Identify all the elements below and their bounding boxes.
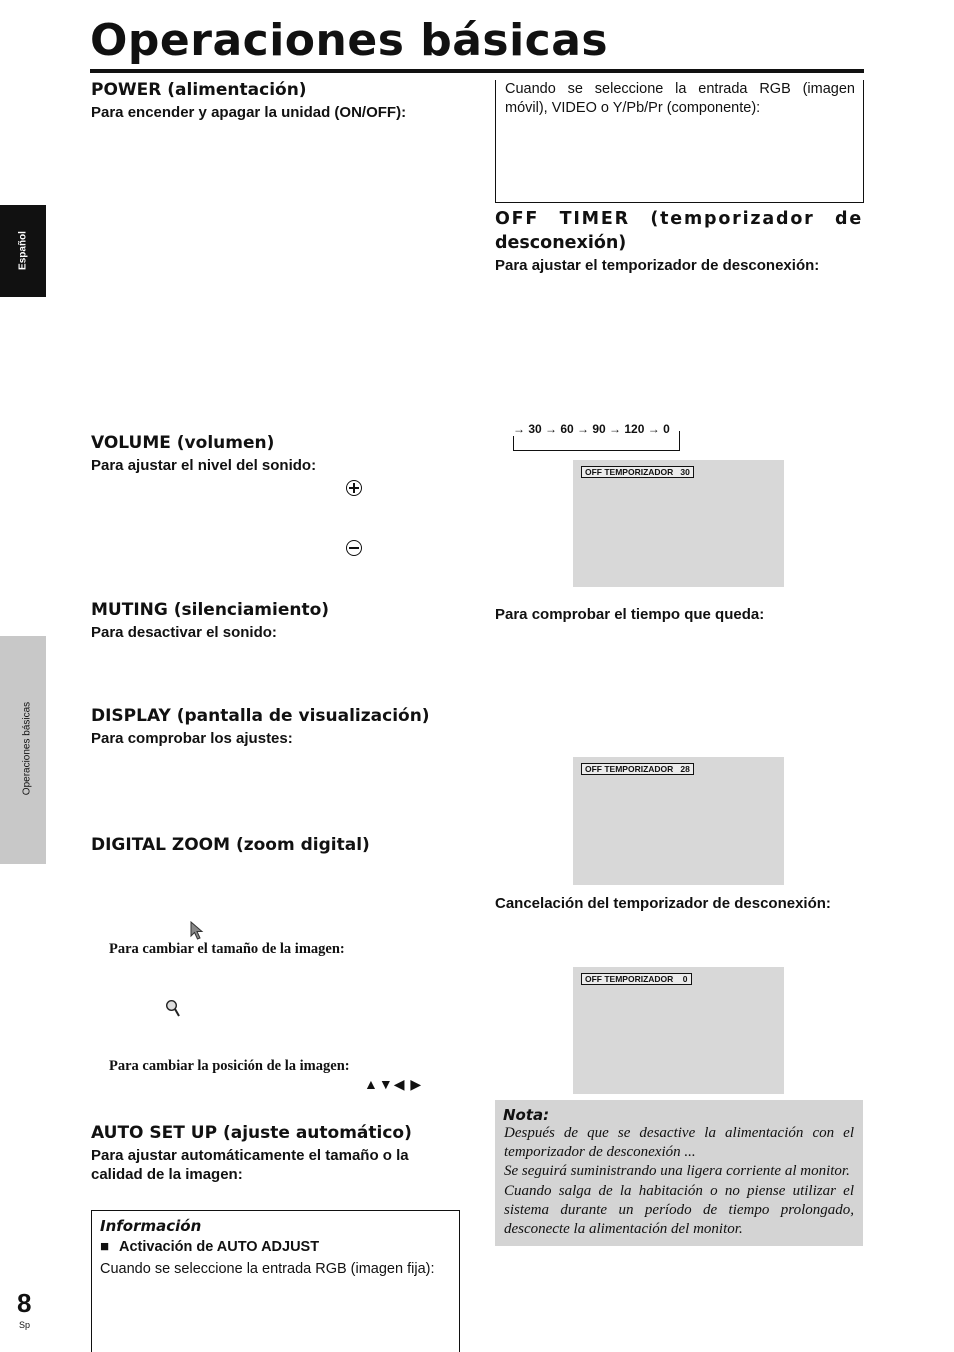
pointer-icon: [190, 921, 204, 941]
language-tab: [0, 205, 46, 297]
display-sub: Para comprobar los ajustes:: [91, 730, 293, 747]
section-tab: [0, 636, 46, 864]
osd-value-1: 30: [680, 467, 690, 477]
zoom-size-label: Para cambiar el tamaño de la imagen:: [109, 941, 345, 957]
osd-readout-1: [581, 466, 694, 478]
osd-label-1: OFF TEMPORIZADOR: [585, 467, 674, 477]
off-timer-heading-line1: OFF TIMER (temporizador de: [495, 209, 863, 229]
power-heading: POWER (alimentación): [91, 80, 307, 100]
page-title: Operaciones básicas: [90, 15, 609, 66]
zoom-position-label: Para cambiar la posición de la imagen:: [109, 1058, 350, 1074]
osd-value-2: 28: [680, 764, 690, 774]
osd-label-3: OFF TEMPORIZADOR: [585, 974, 674, 984]
language-tab-label: Español: [17, 231, 29, 270]
osd-screen-3: [573, 967, 784, 1094]
note-line-5: sistema durante un período de tiempo prolongado,: [504, 1202, 854, 1218]
info-heading: Información: [100, 1217, 202, 1235]
info-text: Cuando se seleccione la entrada RGB (imagen fija):: [100, 1261, 435, 1277]
note-line-1: Después de que se desactive la alimentación con el: [504, 1125, 854, 1141]
note-line-2: temporizador de desconexión ...: [504, 1144, 696, 1160]
timer-sequence: → 30 → 60 → 90 → 120 → 0: [513, 422, 670, 436]
power-sub: Para encender y apagar la unidad (ON/OFF):: [91, 104, 407, 121]
minus-circle-icon: [346, 540, 362, 556]
note-box: [495, 1100, 863, 1246]
info-bullet-icon: ■: [100, 1238, 110, 1255]
plus-circle-icon: [346, 480, 362, 496]
title-rule: [90, 69, 864, 73]
off-timer-heading-line2: desconexión): [495, 233, 627, 253]
zoom-heading: DIGITAL ZOOM (zoom digital): [91, 835, 370, 855]
note-line-4: Cuando salga de la habitación o no piense utilizar el: [504, 1183, 854, 1199]
osd-readout-2: [581, 763, 694, 775]
page-suffix: Sp: [19, 1320, 31, 1330]
auto-sub-line2: calidad de la imagen:: [91, 1166, 243, 1183]
volume-sub: Para ajustar el nivel del sonido:: [91, 457, 317, 474]
muting-sub: Para desactivar el sonido:: [91, 624, 277, 641]
rgb-box-line1: Cuando se seleccione la entrada RGB (imagen: [505, 81, 855, 97]
off-timer-sub: Para ajustar el temporizador de desconexión:: [495, 257, 820, 274]
info-item: Activación de AUTO ADJUST: [119, 1239, 320, 1255]
page-number: 8: [17, 1288, 32, 1318]
osd-screen-1: [573, 460, 784, 587]
osd-label-2: OFF TEMPORIZADOR: [585, 764, 674, 774]
cancel-timer-label: Cancelación del temporizador de desconexión:: [495, 895, 831, 912]
auto-heading: AUTO SET UP (ajuste automático): [91, 1123, 412, 1143]
note-line-3: Se seguirá suministrando una ligera corriente al monitor.: [504, 1163, 850, 1179]
display-heading: DISPLAY (pantalla de visualización): [91, 706, 430, 726]
auto-sub-line1: Para ajustar automáticamente el tamaño o la: [91, 1147, 409, 1164]
muting-heading: MUTING (silenciamiento): [91, 600, 330, 620]
osd-value-3: 0: [682, 974, 688, 984]
note-heading: Nota:: [503, 1106, 550, 1124]
rgb-input-box: [495, 80, 864, 203]
rgb-box-line2: móvil), VIDEO o Y/Pb/Pr (componente):: [505, 100, 761, 116]
arrow-keys-icon: ▲▼◀ ▶: [364, 1076, 423, 1092]
volume-heading: VOLUME (volumen): [91, 433, 275, 453]
magnifier-icon: [165, 999, 181, 1019]
note-line-6: desconecte la alimentación del monitor.: [504, 1221, 743, 1237]
check-remaining-label: Para comprobar el tiempo que queda:: [495, 606, 765, 623]
osd-readout-3: [581, 973, 692, 985]
section-tab-label: Operaciones básicas: [21, 701, 33, 796]
osd-screen-2: [573, 757, 784, 885]
info-box: [91, 1210, 460, 1352]
